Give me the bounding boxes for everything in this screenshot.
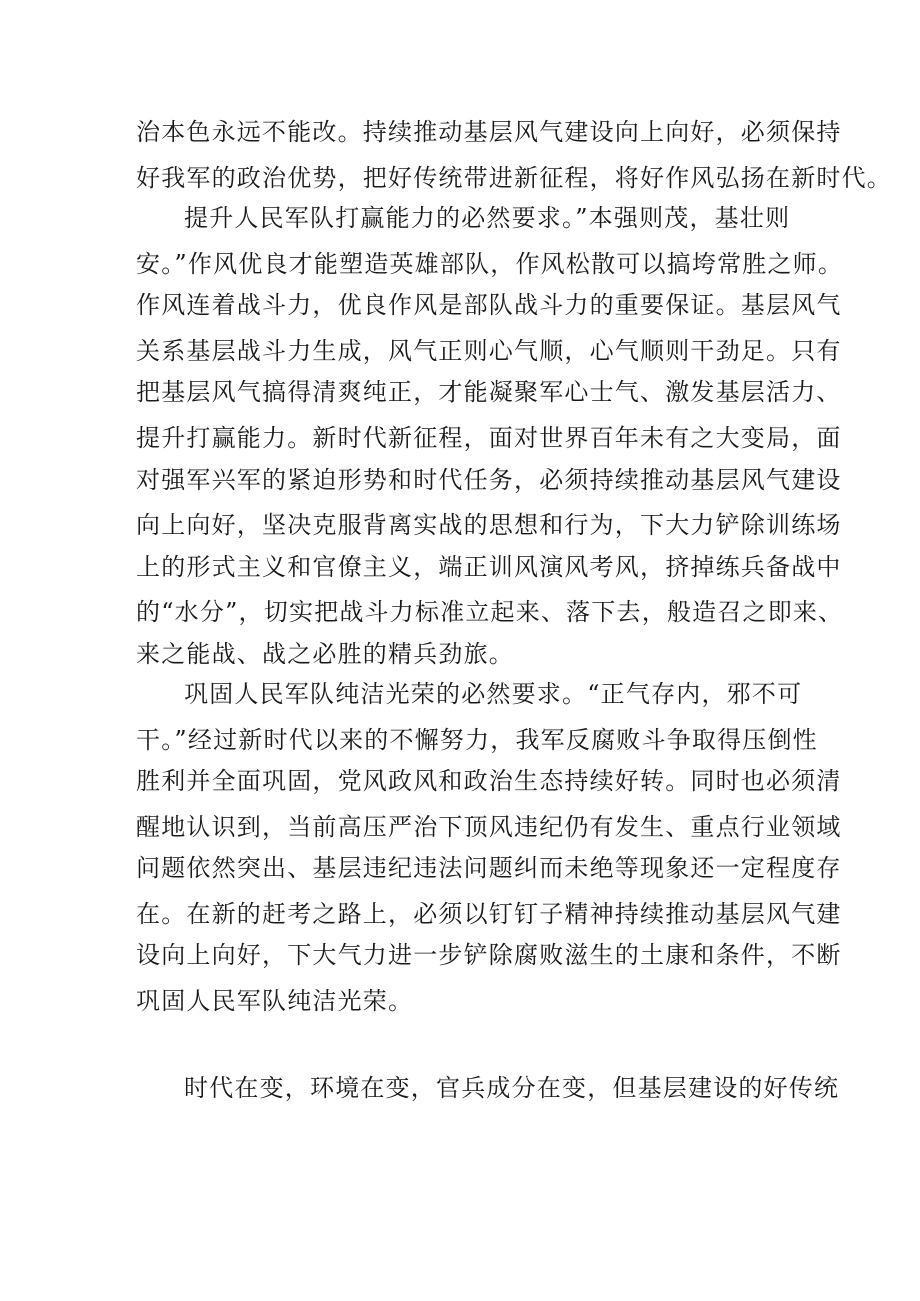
text-line: 提升人民军队打赢能力的必然要求。”本强则茂，基壮则 xyxy=(184,204,791,232)
text-line: 胜利并全面巩固，党风政风和政治生态持续好转。同时也必须清 xyxy=(136,767,842,795)
text-line: 干。”经过新时代以来的不懈努力，我军反腐败斗争取得压倒性 xyxy=(136,726,818,754)
text-line: 巩固人民军队纯洁光荣的必然要求。“正气存内，邪不可 xyxy=(184,680,803,708)
text-line: 上的形式主义和官僚主义，端正训风演风考风，挤掉练兵备战中 xyxy=(136,553,842,581)
text-line: 醒地认识到，当前高压严治下顶风违纪仍有发生、重点行业领域 xyxy=(136,813,842,841)
text-line: 安。”作风优良才能塑造英雄部队，作风松散可以搞垮常胜之师。 xyxy=(136,250,844,278)
text-line: 在。在新的赶考之路上，必须以钉钉子精神持续推动基层风气建 xyxy=(136,900,842,928)
text-line: 好我军的政治优势，把好传统带进新征程，将好作风弘扬在新时代。 xyxy=(136,164,892,192)
text-line: 治本色永远不能改。持续推动基层风气建设向上向好，必须保持 xyxy=(136,118,842,146)
text-line: 把基层风气搞得清爽纯正，才能凝聚军心士气、激发基层活力、 xyxy=(136,378,842,406)
text-line: 关系基层战斗力生成，风气正则心气顺，心气顺则干劲足。只有 xyxy=(136,337,842,365)
text-line: 作风连着战斗力，优良作风是部队战斗力的重要保证。基层风气 xyxy=(136,291,842,319)
text-line: 向上向好，坚决克服背离实战的思想和行为，下大力铲除训练场 xyxy=(136,511,842,539)
text-line: 巩固人民军队纯洁光荣。 xyxy=(136,987,414,1015)
text-line: 提升打赢能力。新时代新征程，面对世界百年未有之大变局，面 xyxy=(136,424,842,452)
text-line: 时代在变，环境在变，官兵成分在变，但基层建设的好传统 xyxy=(184,1074,840,1102)
text-line: 设向上向好，下大气力进一步铲除腐败滋生的土康和条件，不断 xyxy=(136,941,842,969)
text-line: 的“水分”，切实把战斗力标准立起来、落下去，般造召之即来、 xyxy=(136,598,844,626)
text-line: 来之能战、战之必胜的精兵劲旅。 xyxy=(136,640,514,668)
text-line: 对强军兴军的紧迫形势和时代任务，必须持续推动基层风气建设 xyxy=(136,466,842,494)
text-line: 问题依然突出、基层违纪违法问题纠而未绝等现象还一定程度存 xyxy=(136,854,842,882)
